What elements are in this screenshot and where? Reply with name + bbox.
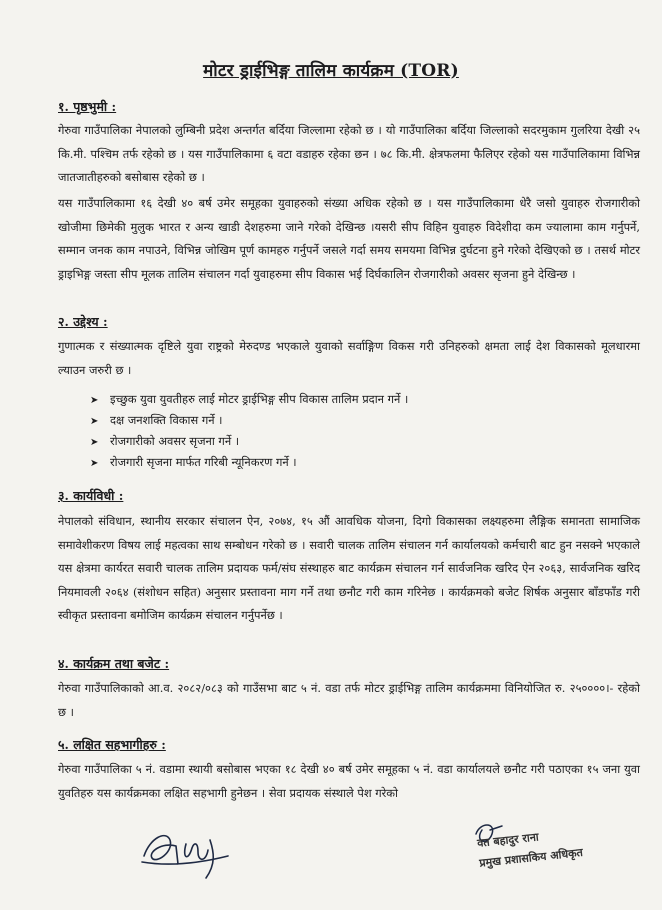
list-item-text: इच्छुक युवा युवतीहरु लाई मोटर ड्राईभिङ्ग सीप विकास तालिम प्रदान गर्ने । (110, 392, 409, 406)
participants-paragraph: गेरुवा गाउँपालिका ५ नं. वडामा स्थायी बसोबास भएका १८ देखी ४० बर्ष उमेर समूहका ५ नं. वडा कार्यालयले छनौट गरी पठाएका १५ जना युवा युवतिहरु यस कार्यक्रमका लक्षित सहभागी हुनेछन । सेवा प्रदायक संस्थाले पेश गरेको (58, 762, 640, 800)
handwritten-signature (136, 818, 236, 888)
list-item (90, 410, 630, 431)
list-item-text: रोजगारी सृजना मार्फत गरिबी न्यूनिकरण गर्ने । (110, 455, 297, 469)
list-item (90, 431, 630, 452)
arrow-bullet-icon: ➤ (90, 458, 99, 469)
list-item (90, 452, 630, 473)
list-item-text: रोजगारीको अवसर सृजना गर्ने । (110, 434, 240, 448)
arrow-bullet-icon: ➤ (90, 416, 99, 427)
section-heading-objectives: २. उद्देश्य : (58, 314, 108, 329)
background-paragraph-2: यस गाउँपालिकामा १६ देखी ४० बर्ष उमेर समूहका युवाहरुको संख्या अधिक रहेको छ । यस गाउँपालिकामा धेरै जसो युवाहरु रोजगारीको खोजीमा छिमेकी मुलुक भारत र अन्य खाडी देशहरुमा जाने गरेको देखिन्छ ।यसरी सीप विहिन युवाहरु विदेशीदा कम ज्यालामा काम गर्नुपर्ने, सम्मान जनक काम नपाउने, विभिन्न जोखिम पूर्ण कामहरु गर्नुपर्ने जसले गर्दा समय समयमा विभिन्न दुर्घटना हुने गरेको देखिएको छ । तसर्थ मोटर ड्राइभिङ्ग जस्ता सीप मूलक तालिम संचालन गर्दा युवाहरुमा सीप विकास भई दिर्घकालिन रोजगारीको अवसर सृजना हुने देखिन्छ । (58, 196, 640, 281)
objectives-list (90, 389, 630, 473)
arrow-bullet-icon: ➤ (90, 395, 99, 406)
section-heading-procedure: ३. कार्यविधी : (58, 488, 124, 503)
procedure-paragraph: नेपालको संविधान, स्थानीय सरकार संचालन ऐन, २०७४, १५ औं आवधिक योजना, दिगो विकासका लक्ष्यहरुमा लैङ्गिक समानता सामाजिक समावेशीकरण विषय लाई महत्वका साथ सम्बोधन गरेको छ । सवारी चालक तालिम संचालन गर्न कार्यालयको कर्मचारी बाट हुन नसक्ने भएकाले यस क्षेत्रमा कार्यरत सवारी चालक तालिम प्रदायक फर्म/संघ संस्थाहरु बाट कार्यक्रम संचालन गर्न सार्वजनिक खरिद ऐन २०६३, सार्वजनिक खरिद नियमावली २०६४ (संशोधन सहित) अनुसार प्रस्तावना माग गर्ने तथा छनौट गरी काम गरिनेछ । कार्यक्रमको बजेट शिर्षक अनुसार बाँडफाँड गरी स्वीकृत प्रस्तावना बमोजिम कार्यक्रम संचालन गर्नुपर्नेछ । (58, 514, 640, 622)
budget-paragraph: गेरुवा गाउँपालिकाको आ.व. २०८२/०८३ को गाउँसभा बाट ५ नं. वडा तर्फ मोटर ड्राईभिङ्ग तालिम कार्यक्रममा विनियोजित रु. २५००००।- रहेको छ । (58, 681, 640, 719)
arrow-bullet-icon: ➤ (90, 437, 99, 448)
section-heading-background: १. पृष्ठभुमी : (58, 99, 117, 114)
stamp-name-line: वत बहादुर राना (476, 830, 540, 850)
document-title: मोटर ड्राईभिङ्ग तालिम कार्यक्रम (TOR) (203, 61, 459, 81)
objectives-paragraph: गुणात्मक र संख्यात्मक दृष्टिले युवा राष्ट्रको मेरुदण्ड भएकाले युवाको सर्वाङ्गिण विकस गरी उनिहरुको क्षमता लाई देश विकासको मूलधारमा ल्याउन जरुरी छ । (58, 339, 640, 377)
list-item-text: दक्ष जनशक्ति विकास गर्ने । (110, 413, 223, 427)
section-heading-participants: ५. लक्षित सहभागीहरु : (58, 737, 166, 752)
background-paragraph-1: गेरुवा गाउँपालिका नेपालको लुम्बिनी प्रदेश अन्तर्गत बर्दिया जिल्लामा रहेको छ । यो गाउँपालिका बर्दिया जिल्लाको सदरमुकाम गुलरिया देखी २५ कि.मी. पश्चिम तर्फ रहेको छ । यस गाउँपालिकामा ६ वटा वडाहरु रहेका छन । ७८ कि.मी. क्षेत्रफलमा फैलिएर रहेको यस गाउँपालिकामा विभिन्न जातजातीहरुको बसोबास रहेको छ । (58, 123, 640, 184)
section-heading-budget: ४. कार्यक्रम तथा बजेट : (58, 656, 170, 671)
stamp-title-line: प्रमुख प्रशासकिय अधिकृत (478, 845, 584, 870)
list-item (90, 389, 630, 410)
